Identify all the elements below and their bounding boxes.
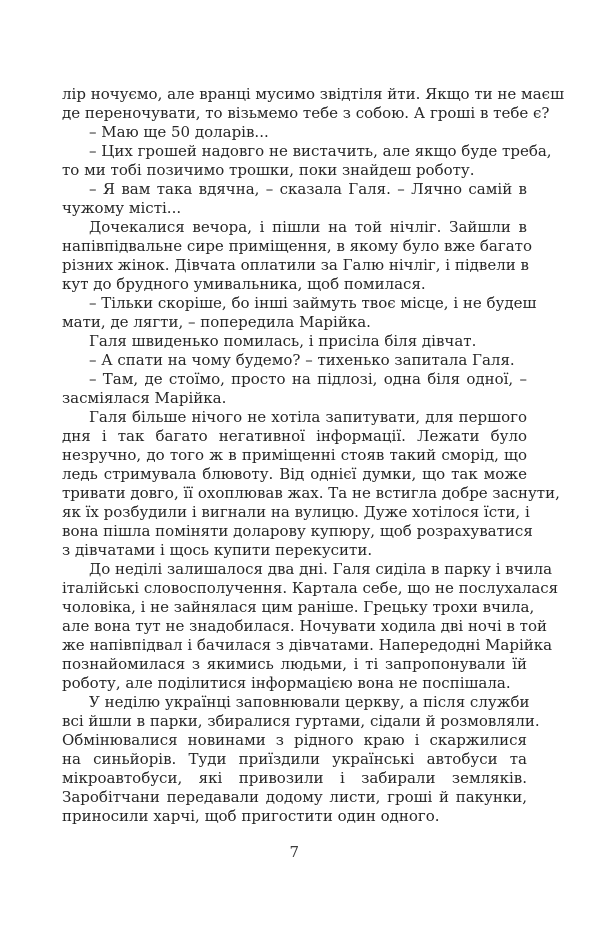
paragraph [62,332,527,351]
paragraph [62,560,559,693]
paragraph [62,123,527,142]
text-line: – Тільки скоріше, бо інші займуть твоє місце, і не будеш [89,294,537,312]
text-line: але вона тут не знадобилася. Ночувати ходила дві ночі в той [62,617,547,635]
text-line: – Там, де стоїмо, просто на підлозі, одна біля одної, – [89,370,527,388]
text-line: же напівпідвал і бачилася з дівчатами. Напередодні Марійка [62,636,553,654]
text-line: роботу, але поділитися інформацією вона не поспішала. [62,674,511,692]
text-line: вона пішла поміняти доларову купюру, щоб розрахуватися [62,522,533,540]
text-line: Обмінювалися новинами з рідного краю і скаржилися [62,731,527,749]
text-line: У неділю українці заповнювали церкву, а після служби [89,693,530,711]
text-line: Галя швиденько помилась, і присіла біля дівчат. [89,332,477,350]
text-line: До неділі залишалося два дні. Галя сиділа в парку і вчила [89,560,553,578]
text-line: лір ночуємо, але вранці мусимо звідтіля йти. Якщо ти не маєш [62,85,565,103]
text-line: Галя більше нічого не хотіла запитувати, для першого [89,408,527,426]
text-line: з дівчатами і щось купити перекусити. [62,541,373,559]
text-line: італійські словосполучення. Картала себе, що не послухалася [62,579,559,597]
text-line: на синьйорів. Туди приїздили українські автобуси та [62,750,527,768]
text-line: дня і так багато негативної інформації. Лежати було [62,427,527,445]
text-line: познайомилася з якимись людьми, і ті запропонували їй [62,655,527,673]
text-line: незручно, до того ж в приміщенні стояв такий сморід, що [62,446,527,464]
text-line: тривати довго, її охоплював жах. Та не встигла добре заснути, [62,484,560,502]
text-line: – А спати на чому будемо? – тихенько запитала Галя. [89,351,515,369]
text-line: різних жінок. Дівчата оплатили за Галю нічліг, і підвели в [62,256,529,274]
text-line: мати, де лягти, – попередила Марійка. [62,313,371,331]
text-line: Дочекалися вечора, і пішли на той нічліг. Зайшли в [89,218,527,236]
paragraph [62,142,552,180]
text-line: як їх розбудили і вигнали на вулицю. Дуже хотілося їсти, і [62,503,530,521]
paragraph [62,408,560,560]
text-line: – Я вам така вдячна, – сказала Галя. – Лячно самій в [89,180,527,198]
text-line: – Маю ще 50 доларів... [89,123,269,141]
paragraph [62,218,532,294]
text-line: напівпідвальне сире приміщення, в якому було вже багато [62,237,532,255]
text-line: чужому місті... [62,199,182,217]
text-line: всі йшли в парки, збиралися гуртами, сідали й розмовляли. [62,712,540,730]
text-line: чоловіка, і не зайнялася цим раніше. Грецьку трохи вчила, [62,598,535,616]
text-line: – Цих грошей надовго не вистачить, але якщо буде треба, [89,142,552,160]
paragraph [62,693,540,826]
paragraph [62,351,527,370]
text-block [62,85,565,826]
paragraph [62,180,527,218]
text-line: ледь стримувала блювоту. Від однієї думки, що так може [62,465,527,483]
paragraph [62,294,537,332]
text-line: де переночувати, то візьмемо тебе з собою. А гроші в тебе є? [62,104,550,122]
text-line: Заробітчани передавали додому листи, гроші й пакунки, [62,788,527,806]
text-line: приносили харчі, щоб пригостити один одного. [62,807,440,825]
page-number: 7 [289,843,300,861]
text-line: кут до брудного умивальника, щоб помилася. [62,275,426,293]
text-line: то ми тобі позичимо трошки, поки знайдеш роботу. [62,161,475,179]
paragraph [62,85,565,123]
text-line: мікроавтобуси, які привозили і забирали земляків. [62,769,527,787]
paragraph [62,370,527,408]
text-line: засміялася Марійка. [62,389,227,407]
